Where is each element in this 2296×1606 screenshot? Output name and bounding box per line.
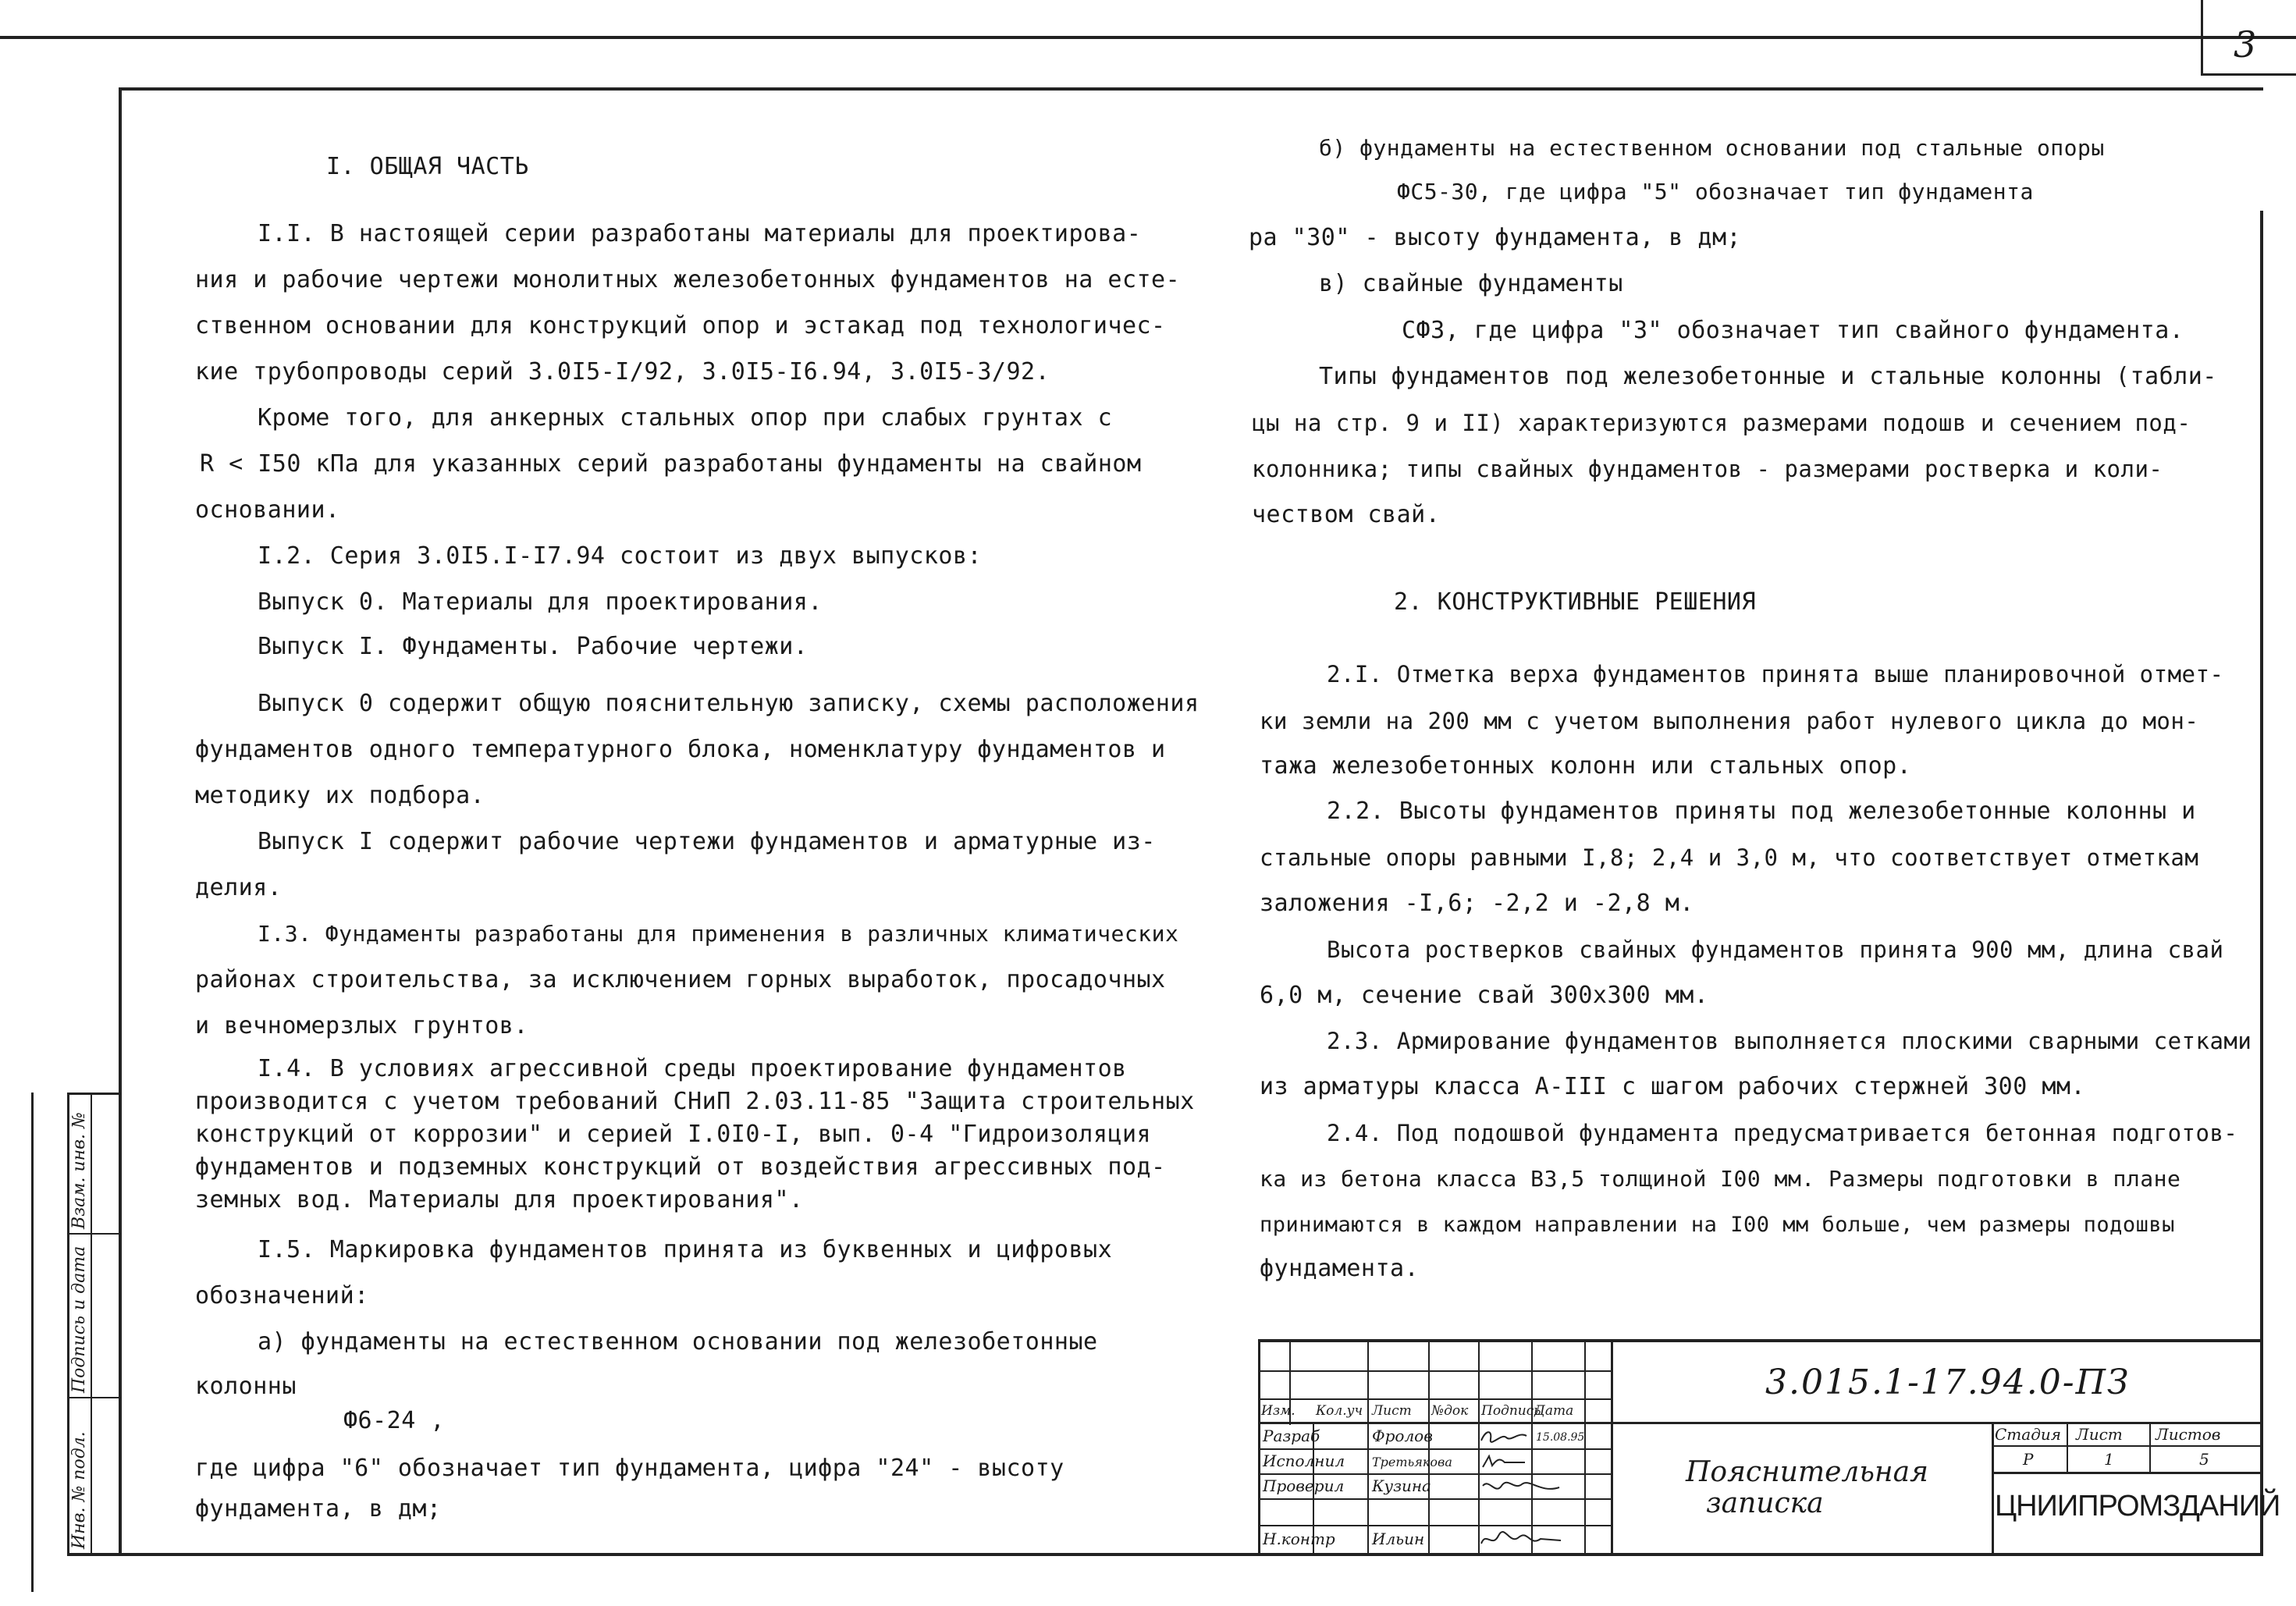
sheet-value: 1 [2104, 1450, 2114, 1469]
text-line: производится с учетом требований СНиП 2.03.11-85 "Защита строительных [195, 1088, 1195, 1115]
text-line: и вечномерзлых грунтов. [195, 1012, 528, 1039]
sheets-value: 5 [2199, 1450, 2209, 1469]
text-line: конструкций от коррозии" и серией I.0I0-I, вып. 0-4 "Гидроизоляция [195, 1121, 1152, 1148]
signature-nkontr [1478, 1528, 1564, 1551]
text-line: обозначений: [195, 1282, 369, 1309]
text-line: ра "30" - высоту фундамента, в дм; [1249, 224, 1742, 251]
text-line: I.3. Фундаменты разработаны для применения в различных климатических [258, 921, 1179, 947]
text-line: Кроме того, для анкерных стальных опор при слабых грунтах с [258, 404, 1113, 432]
side-label-inv-podl: Инв. № подл. [69, 1431, 89, 1549]
text-line: ки земли на 200 мм с учетом выполнения работ нулевого цикла до мон- [1260, 708, 2199, 734]
text-line: б) фундаменты на естественном основании под стальные опоры [1319, 135, 2105, 161]
section-2-heading: 2. КОНСТРУКТИВНЫЕ РЕШЕНИЯ [1394, 588, 1757, 616]
text-line: ка из бетона класса В3,5 толщиной I00 мм. Размеры подготовки в плане [1260, 1166, 2181, 1192]
title-line-2: записка [1706, 1487, 1824, 1519]
text-line: 2.3. Армирование фундаментов выполняется плоскими сварными сетками [1327, 1028, 2252, 1054]
text-line: I.I. В настоящей серии разработаны материалы для проектирова- [258, 220, 1142, 247]
header-ndok: №док [1431, 1403, 1469, 1419]
text-line: I.4. В условиях агрессивной среды проектирование фундаментов [258, 1055, 1127, 1082]
role-nkontr: Н.контр [1263, 1530, 1335, 1548]
title-block [1258, 1339, 2280, 1554]
text-line: фундамента, в дм; [195, 1495, 442, 1523]
text-line: заложения -I,6; -2,2 и -2,8 м. [1260, 890, 1694, 917]
text-line: 2.2. Высоты фундаментов приняты под железобетонные колонны и [1327, 798, 2196, 825]
sheet-label: Лист [2076, 1425, 2123, 1444]
name-nkontr: Ильин [1372, 1530, 1425, 1548]
document-code: 3.015.1-17.94.0-ПЗ [1765, 1363, 2131, 1402]
text-line: земных вод. Материалы для проектирования". [195, 1186, 804, 1213]
header-kol-uch: Кол.уч [1316, 1403, 1363, 1419]
top-border [0, 36, 2296, 39]
text-line: тажа железобетонных колонн или стальных опор. [1260, 752, 1912, 780]
stage-value: Р [2023, 1450, 2034, 1469]
sheets-label: Листов [2156, 1425, 2221, 1444]
name-ispolnil: Третьякова [1372, 1455, 1452, 1469]
side-label-signature-date: Подпись и дата [69, 1245, 89, 1393]
signature-proveril [1478, 1476, 1564, 1500]
text-line: 6,0 м, сечение свай 300х300 мм. [1260, 982, 1709, 1009]
text-line: Выпуск I. Фундаменты. Рабочие чертежи. [258, 633, 809, 660]
header-list: Лист [1372, 1403, 1412, 1419]
text-line: фундаментов одного температурного блока, номенклатуру фундаментов и [195, 736, 1166, 763]
binding-margin-line [31, 1093, 34, 1592]
organization: ЦНИИПРОМЗДАНИЙ [1995, 1490, 2280, 1523]
text-line: делия. [195, 874, 283, 901]
text-line: районах строительства, за исключением горных выработок, просадочных [195, 966, 1166, 993]
side-stamp [67, 1093, 119, 1554]
role-razrab: Разраб [1263, 1427, 1320, 1445]
text-line: колонны [195, 1373, 297, 1400]
text-line: фундаментов и подземных конструкций от воздействия агрессивных под- [195, 1153, 1166, 1181]
inner-frame-left [119, 87, 122, 1554]
title-line-1: Пояснительная [1686, 1456, 1928, 1488]
name-razrab: Фролов [1372, 1427, 1433, 1445]
text-line: Выпуск I содержит рабочие чертежи фундаментов и арматурные из- [258, 828, 1156, 855]
text-line: Высота ростверков свайных фундаментов принята 900 мм, длина свай [1327, 936, 2224, 963]
text-line: кие трубопроводы серий 3.0I5-I/92, 3.0I5-I6.94, 3.0I5-3/92. [195, 358, 1050, 386]
text-line: I.2. Серия 3.0I5.I-I7.94 состоит из двух выпусков: [258, 542, 983, 570]
text-line: чеством свай. [1252, 501, 1441, 528]
header-podpis: Подпись [1481, 1403, 1541, 1419]
stage-label: Стадия [1995, 1425, 2061, 1444]
text-line: ния и рабочие чертежи монолитных железобетонных фундаментов на есте- [195, 266, 1181, 293]
side-label-vzam-inv: Взам. инв. № [69, 1112, 89, 1229]
text-line: принимаются в каждом направлении на I00 мм больше, чем размеры подошвы [1260, 1213, 2175, 1237]
signature-razrab [1478, 1427, 1531, 1447]
section-1-heading: I. ОБЩАЯ ЧАСТЬ [326, 153, 529, 180]
inner-frame-top [119, 87, 2263, 91]
text-line: ственном основании для конструкций опор и эстакад под технологичес- [195, 312, 1166, 339]
text-line: стальные опоры равными I,8; 2,4 и 3,0 м, что соответствует отметкам [1260, 844, 2199, 871]
signature-ispolnil [1478, 1451, 1531, 1472]
header-izm: Изм. [1261, 1403, 1295, 1419]
text-line: цы на стр. 9 и II) характеризуются размерами подошв и сечением под- [1252, 410, 2191, 436]
text-line: 2.4. Под подошвой фундамента предусматривается бетонная подготов- [1327, 1120, 2238, 1146]
name-proveril: Кузина [1372, 1476, 1431, 1495]
text-line: Выпуск 0 содержит общую пояснительную записку, схемы расположения [258, 690, 1200, 717]
date-razrab: 15.08.95 [1536, 1431, 1585, 1444]
text-line: СФ3, где цифра "3" обозначает тип свайного фундамента. [1402, 317, 2184, 344]
page-number-box-bottom [2201, 73, 2296, 76]
text-line: в) свайные фундаменты [1319, 270, 1623, 297]
header-data: Дата [1534, 1403, 1574, 1419]
text-line: а) фундаменты на естественном основании под железобетонные [258, 1328, 1098, 1356]
text-line: 2.I. Отметка верха фундаментов принята выше планировочной отмет- [1327, 661, 2224, 688]
text-line: методику их подбора. [195, 782, 485, 809]
role-ispolnil: Исполнил [1263, 1451, 1345, 1470]
text-line: R < I50 кПа для указанных серий разработаны фундаменты на свайном [200, 450, 1142, 478]
text-line: ФС5-30, где цифра "5" обозначает тип фундамента [1397, 179, 2034, 204]
text-line: из арматуры класса А-III с шагом рабочих стержней 300 мм. [1260, 1073, 2086, 1100]
text-line: Ф6-24 , [343, 1407, 445, 1434]
text-line: фундамента. [1260, 1255, 1420, 1282]
page-number: 3 [2234, 23, 2257, 66]
text-line: Выпуск 0. Материалы для проектирования. [258, 588, 823, 616]
text-line: колонника; типы свайных фундаментов - размерами ростверка и коли- [1252, 456, 2163, 482]
text-line: где цифра "6" обозначает тип фундамента, цифра "24" - высоту [195, 1455, 1064, 1482]
text-line: Типы фундаментов под железобетонные и стальные колонны (табли- [1319, 363, 2217, 390]
page-number-box-left [2201, 0, 2203, 75]
role-proveril: Проверил [1263, 1476, 1345, 1495]
text-line: I.5. Маркировка фундаментов принята из буквенных и цифровых [258, 1236, 1113, 1263]
text-line: основании. [195, 496, 340, 524]
